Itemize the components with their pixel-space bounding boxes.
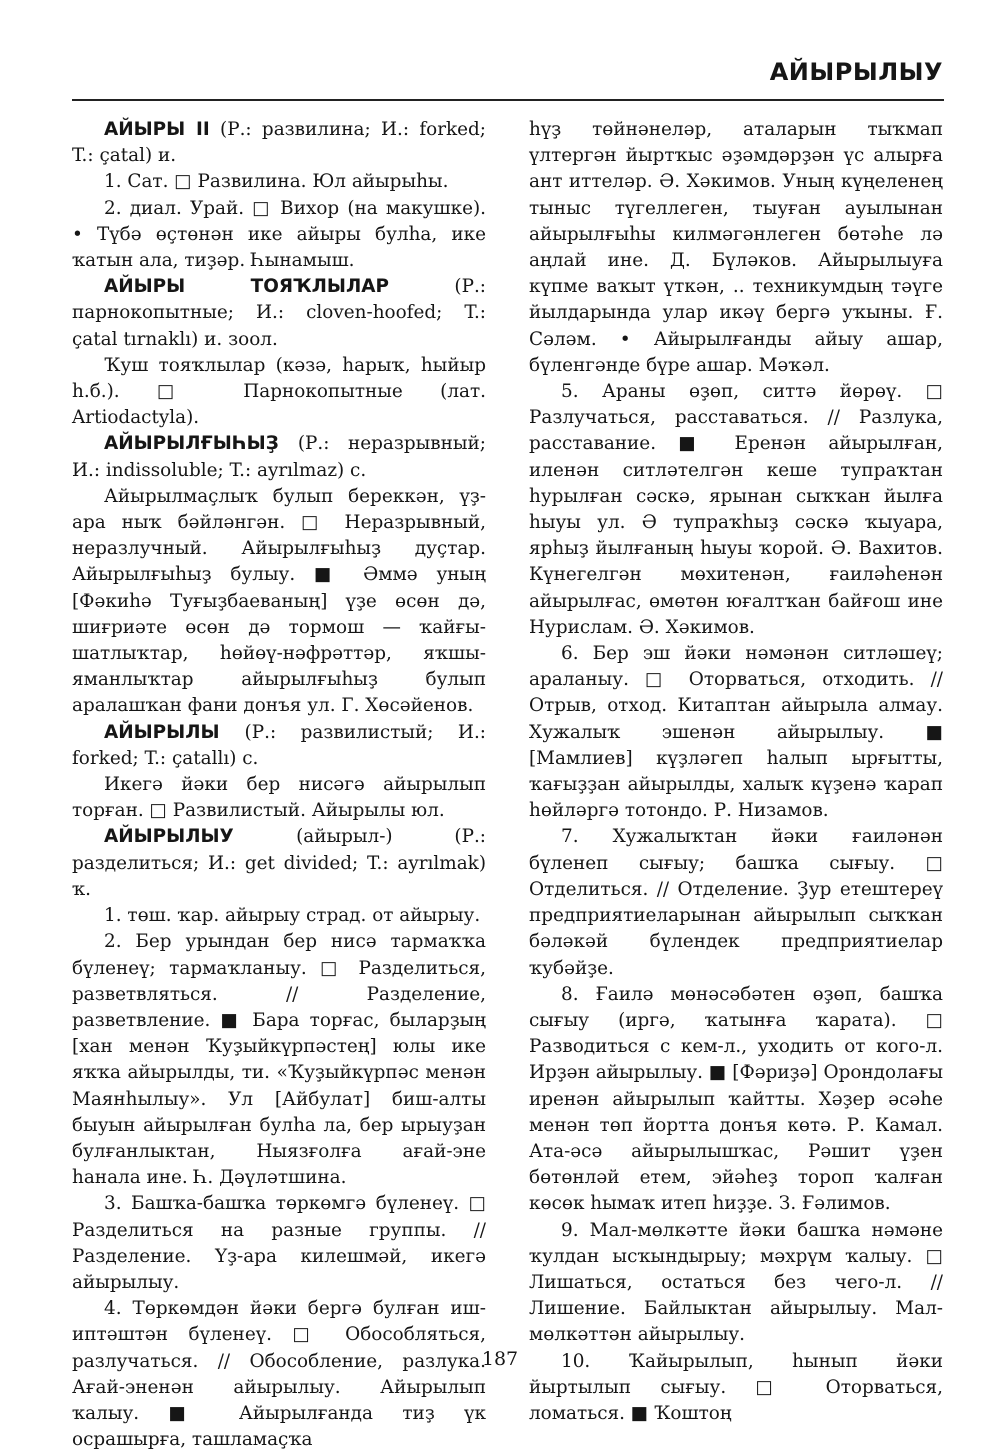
- definition-paragraph: Икегә йәки бер нисәгә айырылып торған. □ Развилистый. Айырылы юл.: [72, 774, 486, 822]
- running-head: АЙЫРЫЛЫУ: [769, 58, 943, 86]
- sense-6: 6. Бер эш йәки нәмәнән ситләшеү; араланыу. □ Оторваться, отходить. // Отрыв, отход. Китаптан айырыла алмау. Хужалыҡ эшенән айырылыу. ■ [Мамлиев] күҙләгеп һалып ырғытты, ҡағыҙҙан айырылды, халыҡ күҙенә ҡарап һөйләргә тотондо. Р. Низамов.: [529, 643, 943, 822]
- headword: АЙЫРЫЛЫУ: [104, 826, 297, 848]
- definition-paragraph: Айырылмаҫлыҡ булып береккән, үҙ-ара ныҡ бәйләнгән. □ Неразрывный, неразлучный. Айырылғыһыҙ дуҫтар. Айырылғыһыҙ булыу. ■ Әммә уның [Фәкиһә Туғыҙбаеваның] үҙе өсөн дә, шиғриәте өсөн дә тормош — ҡайғы-шатлыҡтар, һөйөү-нәфрәттәр, яҡшы-яманлыҡтар айырылғыһыҙ булып аралашҡан фани донъя ул. Г. Хөсәйенов.: [72, 485, 486, 717]
- sense-1: 1. Сат. □ Развилина. Юл айырыһы.: [104, 171, 449, 193]
- entry-ayyrylgyhyz: АЙЫРЫЛҒЫҺЫҘ (Р.: неразрывный; И.: indissoluble; T.: ayrılmaz) с.: [72, 433, 486, 481]
- entry-ayyrylyu: АЙЫРЫЛЫУ (айырыл-) (Р.: разделиться; И.: get divided; T.: ayrılmak) ҡ.: [72, 826, 487, 900]
- sense-1: 1. төш. ҡар. айырыу страд. от айырыу.: [104, 905, 481, 927]
- sense-7: 7. Хужалыҡтан йәки ғаиләнән бүленеп сығыу; башҡа сығыу. □ Отделиться. // Отделение. Ҙур етештереү предприятиеларынан айырылып сыҡҡан бәләкәй бүлендек предприятиелар ҡубәйҙе.: [529, 826, 943, 979]
- headword: АЙЫРЫЛҒЫҺЫҘ: [104, 433, 298, 455]
- sense-10: 10. Ҡайырылып, һынып йәки йыртылып сығыу. □ Оторваться, ломаться. ■ Ҡоштоң: [529, 1350, 943, 1424]
- sense-8: 8. Ғаилә мөнәсәбәтен өҙөп, башҡа сығыу (иргә, ҡатынға ҡарата). □ Разводиться с кем-л., уходить от кого-л. Ирҙән айырылыу. ■ [Фәриҙә] Орондолағы иренән айырылып ҡайтты. Хәҙер әсәһе менән төп йортта донъя көтә. Р. Камал. Ата-әсә айырылышҡас, Рәшит үҙен бөтөнләй етем, эйәһеҙ тороп ҡалған көсөк һымаҡ итеп һиҙҙе. З. Ғәлимов.: [529, 983, 943, 1215]
- sense-4: 4. Төркөмдән йәки бергә булған иш-иптәштән бүленеү. □ Обособляться, разлучаться. // Обособление, разлука. Ағай-эненән айырылыу. Айырылып ҡалыу. ■ Айырылғанда тиҙ үк осрашырға, ташламаҫҡа: [72, 1298, 486, 1451]
- sense-3: 3. Башҡа-башҡа төркөмгә бүленеү. □ Разделиться на разные группы. // Разделение. Үҙ-ара килешмәй, икегә айырылыу.: [72, 1193, 486, 1293]
- entry-ayyry-ii: АЙЫРЫ II (Р.: развилина; И.: forked; T.: çatal) и.: [72, 119, 486, 167]
- continued-paragraph: һүҙ төйнәнеләр, аталарын тыҡмап үлтергән йыртҡыс әҙәмдәрҙән үс алырға ант иттеләр. Ә. Хәкимов. Уның күңеленең тыныс түгеллеген, тыуған ауылынан айырылғыһы килмәгәнлеген бөтәһе лә аңлай ине. Д. Бүләков. Айырылыуға күпме ваҡыт үткән, .. техникумдың тәүге йылдарында улар икәү бергә уҡыны. Ғ. Сәләм. • Айырылғанды айыу ашар, бүленгәнде бүре ашар. Мәҡәл.: [529, 119, 943, 376]
- header-rule: [72, 99, 944, 101]
- sense-5: 5. Араны өҙөп, ситтә йөрөү. □ Разлучаться, расставаться. // Разлука, расставание. ■ Еренән айырылған, иленән ситләтелгән кеше тупраҡтан һурылған сәскә, ярынан сыҡҡан йылға һыуы ул. Ә тупраҡһыҙ сәскә ҡыуара, ярһыҙ йылғаның һыуы ҡорой. Ә. Вахитов. Күнегелгән мөхитенән, ғаиләһенән айырылғас, өмөтөн юғалтҡан байғош ине Нурислам. Ә. Хәкимов.: [529, 381, 943, 638]
- left-column: [72, 117, 486, 1453]
- right-column: [529, 117, 943, 1427]
- sense-9: 9. Мал-мөлкәтте йәки башҡа нәмәне ҡулдан ысҡындырыу; мәхрүм ҡалыу. □ Лишаться, остаться без чего-л. // Лишение. Байлыктан айырылыу. Мал-мөлкәттән айырылыу.: [529, 1219, 943, 1346]
- page-number: 187: [481, 1348, 519, 1370]
- headword: АЙЫРЫЛЫ: [104, 721, 245, 743]
- definition-paragraph: Ҡуш тояҡлылар (кәзә, һарыҡ, һыйыр һ.б.). □ Парнокопытные (лат. Artiodactyla).: [72, 354, 486, 429]
- sense-2: 2. Бер урындан бер нисә тармаҡҡа бүленеү; тармаҡланыу. □ Разделиться, разветвляться. // Разделение, разветвление. ■ Бара торғас, быларҙың [хан менән Ҡуҙыйкүрпәстең] юлы ике яҡҡа айырылды, ти. «Ҡуҙыйкүрпәс менән Маянһылыу». Ул [Айбулат] биш-алты быуын айырылған булһа ла, бер ырыуҙан булғанлыктан, Ныязғолға ағай-эне һанала ине. Һ. Дәүләтшина.: [72, 931, 486, 1189]
- headword: АЙЫРЫ ТОЯҠЛЫЛАР: [104, 276, 455, 298]
- entry-ayyry-toyaklylar: АЙЫРЫ ТОЯҠЛЫЛАР (Р.: парнокопытные; И.: cloven-hoofed; T.: çatal tırnaklı) и. зоол.: [72, 276, 486, 350]
- sense-2: 2. диал. Урай. □ Вихор (на макушке). • Түбә өҫтөнән ике айыры булһа, ике ҡатын ала, тиҙәр. Һынамыш.: [72, 197, 486, 272]
- entry-ayyryly: АЙЫРЫЛЫ (Р.: развилистый; И.: forked; T.: çatallı) с.: [72, 721, 486, 769]
- headword: АЙЫРЫ II: [104, 119, 210, 140]
